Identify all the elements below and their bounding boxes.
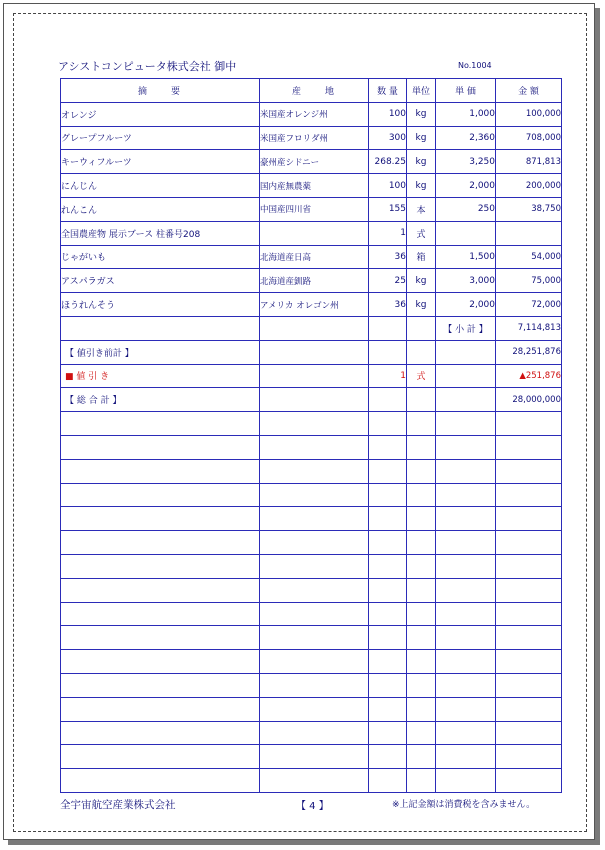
pre-discount-amount: 28,251,876 xyxy=(496,340,562,364)
empty-cell xyxy=(369,745,407,769)
empty-cell xyxy=(260,483,369,507)
item-origin: 中国産四川省 xyxy=(260,197,369,221)
blank-row xyxy=(61,650,562,674)
empty-cell xyxy=(260,697,369,721)
item-qty: 300 xyxy=(369,126,407,150)
empty-cell xyxy=(407,769,436,793)
item-unit: kg xyxy=(407,102,436,126)
item-price xyxy=(436,221,496,245)
empty-cell xyxy=(496,673,562,697)
empty-cell xyxy=(61,745,260,769)
empty-cell xyxy=(260,673,369,697)
table-row xyxy=(61,126,562,150)
empty-cell xyxy=(496,578,562,602)
invoice-table xyxy=(60,78,562,793)
col-header-unit: 単位 xyxy=(407,79,436,103)
item-desc: 全国農産物 展示ブース 柱番号208 xyxy=(61,221,260,245)
item-price: 2,360 xyxy=(436,126,496,150)
empty-cell xyxy=(436,673,496,697)
empty-cell xyxy=(496,531,562,555)
document-number: No.1004 xyxy=(458,61,492,70)
empty-cell xyxy=(260,507,369,531)
item-amount: 72,000 xyxy=(496,293,562,317)
item-desc: オレンジ xyxy=(61,102,260,126)
empty-cell xyxy=(369,721,407,745)
item-unit: 本 xyxy=(407,197,436,221)
empty-cell xyxy=(436,364,496,388)
item-desc: れんこん xyxy=(61,197,260,221)
empty-cell xyxy=(436,388,496,412)
discount-row xyxy=(61,364,562,388)
empty-cell xyxy=(260,340,369,364)
table-row xyxy=(61,293,562,317)
item-origin: 米国産フロリダ州 xyxy=(260,126,369,150)
empty-cell xyxy=(260,388,369,412)
customer-name: アシストコンピュータ株式会社 御中 xyxy=(58,60,237,73)
item-unit: 箱 xyxy=(407,245,436,269)
item-origin: 国内産無農薬 xyxy=(260,174,369,198)
total-row xyxy=(61,388,562,412)
item-origin: 北海道産釧路 xyxy=(260,269,369,293)
empty-cell xyxy=(436,483,496,507)
table-row xyxy=(61,150,562,174)
item-amount: 200,000 xyxy=(496,174,562,198)
empty-cell xyxy=(436,769,496,793)
empty-cell xyxy=(61,483,260,507)
empty-cell xyxy=(407,412,436,436)
empty-cell xyxy=(496,507,562,531)
discount-unit: 式 xyxy=(407,364,436,388)
empty-cell xyxy=(496,745,562,769)
blank-row xyxy=(61,578,562,602)
item-desc: にんじん xyxy=(61,174,260,198)
empty-cell xyxy=(369,412,407,436)
item-amount: 75,000 xyxy=(496,269,562,293)
empty-cell xyxy=(260,602,369,626)
col-header-origin: 産 地 xyxy=(260,79,369,103)
empty-cell xyxy=(407,721,436,745)
item-origin: 北海道産日高 xyxy=(260,245,369,269)
empty-cell xyxy=(496,483,562,507)
item-unit: kg xyxy=(407,174,436,198)
empty-cell xyxy=(496,554,562,578)
empty-cell xyxy=(407,316,436,340)
empty-cell xyxy=(407,459,436,483)
item-qty: 36 xyxy=(369,245,407,269)
item-price: 250 xyxy=(436,197,496,221)
table-row xyxy=(61,197,562,221)
empty-cell xyxy=(436,531,496,555)
item-qty: 25 xyxy=(369,269,407,293)
empty-cell xyxy=(260,626,369,650)
empty-cell xyxy=(496,459,562,483)
empty-cell xyxy=(496,626,562,650)
blank-row xyxy=(61,531,562,555)
empty-cell xyxy=(436,578,496,602)
empty-cell xyxy=(436,602,496,626)
blank-row xyxy=(61,626,562,650)
empty-cell xyxy=(407,697,436,721)
subtotal-row xyxy=(61,316,562,340)
empty-cell xyxy=(369,673,407,697)
item-desc: アスパラガス xyxy=(61,269,260,293)
table-row xyxy=(61,102,562,126)
empty-cell xyxy=(61,697,260,721)
blank-row xyxy=(61,412,562,436)
empty-cell xyxy=(407,435,436,459)
empty-cell xyxy=(369,578,407,602)
empty-cell xyxy=(407,578,436,602)
blank-row xyxy=(61,459,562,483)
empty-cell xyxy=(407,388,436,412)
item-origin: 豪州産シドニー xyxy=(260,150,369,174)
empty-cell xyxy=(369,769,407,793)
empty-cell xyxy=(369,554,407,578)
item-amount: 54,000 xyxy=(496,245,562,269)
item-desc: キーウィフルーツ xyxy=(61,150,260,174)
item-qty: 1 xyxy=(369,221,407,245)
pre-discount-label: 【 値引き前計 】 xyxy=(61,340,260,364)
empty-cell xyxy=(369,435,407,459)
empty-cell xyxy=(369,697,407,721)
empty-cell xyxy=(496,721,562,745)
item-unit: 式 xyxy=(407,221,436,245)
blank-row xyxy=(61,507,562,531)
col-header-desc: 摘 要 xyxy=(61,79,260,103)
discount-qty: 1 xyxy=(369,364,407,388)
item-amount: 708,000 xyxy=(496,126,562,150)
empty-cell xyxy=(436,435,496,459)
empty-cell xyxy=(407,554,436,578)
blank-row xyxy=(61,721,562,745)
empty-cell xyxy=(436,554,496,578)
empty-cell xyxy=(61,531,260,555)
discount-label: ■ 値 引 き xyxy=(61,364,260,388)
empty-cell xyxy=(436,340,496,364)
tax-note: ※上記金額は消費税を含みません。 xyxy=(392,800,536,810)
empty-cell xyxy=(496,650,562,674)
empty-cell xyxy=(369,602,407,626)
blank-row xyxy=(61,697,562,721)
empty-cell xyxy=(407,650,436,674)
blank-row xyxy=(61,673,562,697)
item-qty: 268.25 xyxy=(369,150,407,174)
empty-cell xyxy=(436,412,496,436)
item-desc: ほうれんそう xyxy=(61,293,260,317)
empty-cell xyxy=(369,340,407,364)
empty-cell xyxy=(61,554,260,578)
empty-cell xyxy=(260,316,369,340)
col-header-qty: 数 量 xyxy=(369,79,407,103)
discount-amount: ▲251,876 xyxy=(496,364,562,388)
col-header-price: 単 価 xyxy=(436,79,496,103)
empty-cell xyxy=(369,459,407,483)
empty-cell xyxy=(260,364,369,388)
empty-cell xyxy=(61,769,260,793)
empty-cell xyxy=(260,721,369,745)
empty-cell xyxy=(61,602,260,626)
blank-row xyxy=(61,602,562,626)
empty-cell xyxy=(407,745,436,769)
empty-cell xyxy=(260,578,369,602)
empty-cell xyxy=(61,459,260,483)
page-number: 【 4 】 xyxy=(296,801,329,812)
empty-cell xyxy=(61,316,260,340)
empty-cell xyxy=(260,412,369,436)
item-amount: 871,813 xyxy=(496,150,562,174)
item-price: 3,000 xyxy=(436,269,496,293)
item-amount xyxy=(496,221,562,245)
empty-cell xyxy=(407,602,436,626)
item-desc: じゃがいも xyxy=(61,245,260,269)
col-header-amount: 金 額 xyxy=(496,79,562,103)
empty-cell xyxy=(61,721,260,745)
empty-cell xyxy=(260,531,369,555)
empty-cell xyxy=(61,435,260,459)
empty-cell xyxy=(407,340,436,364)
item-desc: グレープフルーツ xyxy=(61,126,260,150)
item-qty: 36 xyxy=(369,293,407,317)
blank-row xyxy=(61,745,562,769)
empty-cell xyxy=(407,531,436,555)
pre-discount-row xyxy=(61,340,562,364)
item-origin: アメリカ オレゴン州 xyxy=(260,293,369,317)
empty-cell xyxy=(260,554,369,578)
empty-cell xyxy=(407,673,436,697)
empty-cell xyxy=(496,697,562,721)
empty-cell xyxy=(260,435,369,459)
item-unit: kg xyxy=(407,150,436,174)
empty-cell xyxy=(369,650,407,674)
blank-row xyxy=(61,769,562,793)
empty-cell xyxy=(436,507,496,531)
empty-cell xyxy=(369,316,407,340)
empty-cell xyxy=(407,483,436,507)
empty-cell xyxy=(407,507,436,531)
empty-cell xyxy=(496,435,562,459)
item-amount: 38,750 xyxy=(496,197,562,221)
total-amount: 28,000,000 xyxy=(496,388,562,412)
item-unit: kg xyxy=(407,293,436,317)
item-price: 1,000 xyxy=(436,102,496,126)
item-amount: 100,000 xyxy=(496,102,562,126)
empty-cell xyxy=(260,769,369,793)
table-header-row xyxy=(61,79,562,103)
empty-cell xyxy=(61,626,260,650)
empty-cell xyxy=(61,507,260,531)
subtotal-amount: 7,114,813 xyxy=(496,316,562,340)
empty-cell xyxy=(61,650,260,674)
item-price: 1,500 xyxy=(436,245,496,269)
empty-cell xyxy=(496,412,562,436)
item-unit: kg xyxy=(407,126,436,150)
item-qty: 100 xyxy=(369,174,407,198)
table-row xyxy=(61,269,562,293)
empty-cell xyxy=(369,507,407,531)
empty-cell xyxy=(369,388,407,412)
empty-cell xyxy=(436,650,496,674)
empty-cell xyxy=(436,745,496,769)
item-unit: kg xyxy=(407,269,436,293)
issuer-company: 全宇宙航空産業株式会社 xyxy=(60,799,176,811)
item-origin: 米国産オレンジ州 xyxy=(260,102,369,126)
item-origin xyxy=(260,221,369,245)
blank-row xyxy=(61,554,562,578)
empty-cell xyxy=(61,412,260,436)
empty-cell xyxy=(436,721,496,745)
empty-cell xyxy=(369,531,407,555)
empty-cell xyxy=(436,459,496,483)
empty-cell xyxy=(61,673,260,697)
empty-cell xyxy=(369,483,407,507)
empty-cell xyxy=(496,769,562,793)
item-price: 2,000 xyxy=(436,174,496,198)
table-row xyxy=(61,245,562,269)
empty-cell xyxy=(260,745,369,769)
blank-row xyxy=(61,435,562,459)
table-row xyxy=(61,221,562,245)
empty-cell xyxy=(369,626,407,650)
empty-cell xyxy=(260,650,369,674)
subtotal-label: 【 小 計 】 xyxy=(436,316,496,340)
empty-cell xyxy=(436,626,496,650)
empty-cell xyxy=(407,626,436,650)
item-qty: 155 xyxy=(369,197,407,221)
blank-row xyxy=(61,483,562,507)
item-price: 3,250 xyxy=(436,150,496,174)
empty-cell xyxy=(496,602,562,626)
empty-cell xyxy=(260,459,369,483)
table-row xyxy=(61,174,562,198)
empty-cell xyxy=(61,578,260,602)
item-qty: 100 xyxy=(369,102,407,126)
empty-cell xyxy=(436,697,496,721)
total-label: 【 総 合 計 】 xyxy=(61,388,260,412)
item-price: 2,000 xyxy=(436,293,496,317)
